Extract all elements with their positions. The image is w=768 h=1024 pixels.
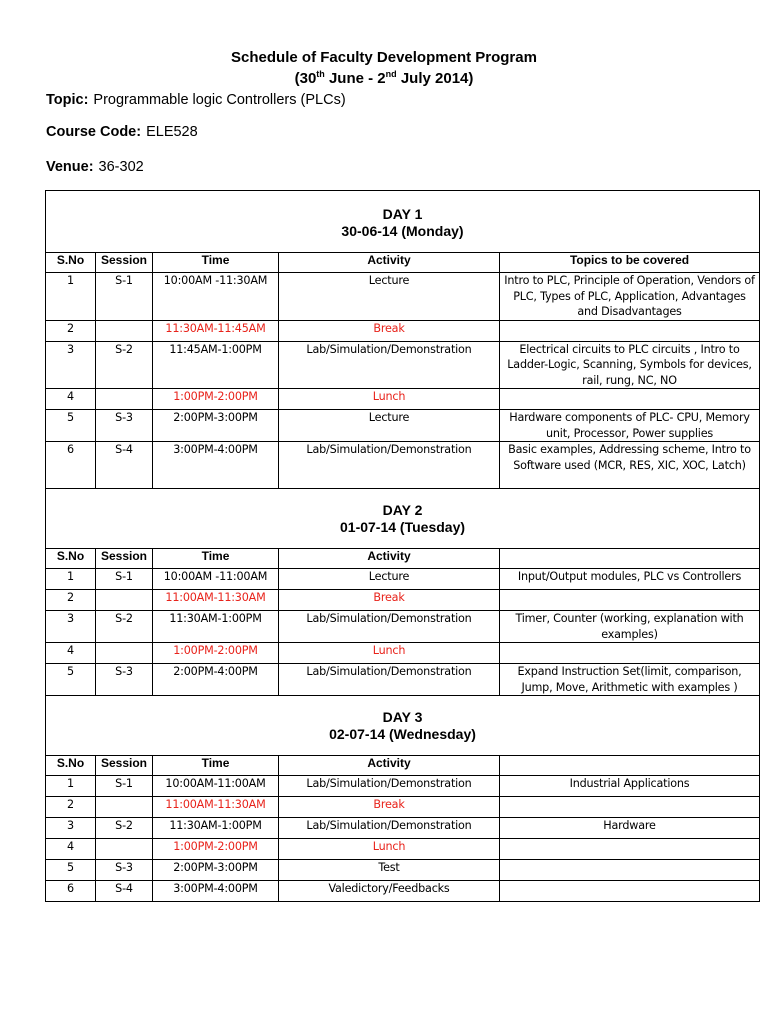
topics-cell	[500, 590, 760, 611]
activity-cell: Break	[279, 797, 500, 818]
time-cell: 3:00PM-4:00PM	[153, 442, 279, 489]
topics-cell: Hardware components of PLC- CPU, Memory unit, Processor, Power supplies	[500, 410, 760, 442]
column-header-row	[46, 549, 760, 569]
table-row	[46, 860, 760, 881]
time-cell: 11:30AM-11:45AM	[153, 320, 279, 341]
sno-cell: 2	[46, 797, 96, 818]
topics-cell: Timer, Counter (working, explanation with examples)	[500, 611, 760, 643]
table-row	[46, 389, 760, 410]
session-cell	[96, 320, 153, 341]
table-row	[46, 839, 760, 860]
topics-cell	[500, 797, 760, 818]
column-header: Topics to be covered	[500, 253, 760, 273]
schedule-table	[45, 190, 760, 902]
time-cell: 11:45AM-1:00PM	[153, 341, 279, 389]
table-row	[46, 410, 760, 442]
time-cell: 2:00PM-3:00PM	[153, 860, 279, 881]
activity-cell: Lecture	[279, 569, 500, 590]
table-row	[46, 442, 760, 489]
table-row	[46, 320, 760, 341]
program-dates	[0, 70, 768, 87]
table-row	[46, 590, 760, 611]
column-header-row	[46, 253, 760, 273]
activity-cell: Valedictory/Feedbacks	[279, 881, 500, 902]
session-cell	[96, 643, 153, 664]
column-header: Activity	[279, 549, 500, 569]
column-header: S.No	[46, 756, 96, 776]
venue-value: 36-302	[98, 159, 144, 175]
topics-cell: Expand Instruction Set(limit, comparison, Jump, Move, Arithmetic with examples )	[500, 664, 760, 696]
session-cell	[96, 797, 153, 818]
column-header: Session	[96, 549, 153, 569]
topic-value: Programmable logic Controllers (PLCs)	[93, 92, 346, 108]
column-header	[500, 549, 760, 569]
column-header: Activity	[279, 756, 500, 776]
topics-cell: Electrical circuits to PLC circuits , Intro to Ladder-Logic, Scanning, Symbols for devices, rail, rung, NC, NO	[500, 341, 760, 389]
day-date: 02-07-14 (Wednesday)	[329, 726, 476, 742]
sno-cell: 2	[46, 590, 96, 611]
activity-cell: Break	[279, 590, 500, 611]
day-header-row	[46, 191, 760, 253]
table-row	[46, 664, 760, 696]
day-date: 30-06-14 (Monday)	[341, 223, 464, 239]
topics-cell: Input/Output modules, PLC vs Controllers	[500, 569, 760, 590]
venue-label: Venue:	[46, 159, 94, 175]
topics-cell	[500, 881, 760, 902]
activity-cell: Break	[279, 320, 500, 341]
time-cell: 10:00AM -11:00AM	[153, 569, 279, 590]
table-row	[46, 776, 760, 797]
table-row	[46, 341, 760, 389]
sno-cell: 4	[46, 389, 96, 410]
session-cell: S-2	[96, 818, 153, 839]
time-cell: 10:00AM-11:00AM	[153, 776, 279, 797]
table-row	[46, 569, 760, 590]
day-date: 01-07-14 (Tuesday)	[340, 519, 466, 535]
topics-cell	[500, 389, 760, 410]
topic-line	[46, 92, 346, 108]
session-cell: S-3	[96, 410, 153, 442]
sno-cell: 5	[46, 860, 96, 881]
topics-cell	[500, 860, 760, 881]
session-cell	[96, 389, 153, 410]
sno-cell: 3	[46, 611, 96, 643]
time-cell: 3:00PM-4:00PM	[153, 881, 279, 902]
dates-open: (30	[294, 70, 317, 87]
day-header-row	[46, 696, 760, 756]
topics-cell: Hardware	[500, 818, 760, 839]
table-row	[46, 643, 760, 664]
column-header: Time	[153, 549, 279, 569]
column-header	[500, 756, 760, 776]
day-label: DAY 1	[382, 206, 423, 222]
sno-cell: 3	[46, 341, 96, 389]
table-row	[46, 797, 760, 818]
column-header: S.No	[46, 253, 96, 273]
day-label: DAY 2	[382, 502, 423, 518]
column-header: Activity	[279, 253, 500, 273]
dates-sup-nd: nd	[385, 69, 397, 79]
session-cell	[96, 839, 153, 860]
topic-label: Topic:	[46, 92, 89, 108]
session-cell: S-2	[96, 341, 153, 389]
time-cell: 11:00AM-11:30AM	[153, 590, 279, 611]
topics-cell	[500, 320, 760, 341]
activity-cell: Lecture	[279, 273, 500, 321]
topics-cell	[500, 643, 760, 664]
column-header: Time	[153, 756, 279, 776]
session-cell	[96, 590, 153, 611]
sno-cell: 3	[46, 818, 96, 839]
topics-cell: Industrial Applications	[500, 776, 760, 797]
activity-cell: Lab/Simulation/Demonstration	[279, 442, 500, 489]
time-cell: 2:00PM-3:00PM	[153, 410, 279, 442]
sno-cell: 2	[46, 320, 96, 341]
sno-cell: 1	[46, 569, 96, 590]
activity-cell: Test	[279, 860, 500, 881]
time-cell: 11:00AM-11:30AM	[153, 797, 279, 818]
dates-mid: June - 2	[324, 70, 386, 87]
table-row	[46, 881, 760, 902]
day-header	[46, 191, 760, 253]
activity-cell: Lunch	[279, 643, 500, 664]
session-cell: S-4	[96, 881, 153, 902]
session-cell: S-3	[96, 664, 153, 696]
column-header: Session	[96, 756, 153, 776]
activity-cell: Lab/Simulation/Demonstration	[279, 818, 500, 839]
activity-cell: Lab/Simulation/Demonstration	[279, 776, 500, 797]
dates-sup-th: th	[316, 69, 325, 79]
time-cell: 2:00PM-4:00PM	[153, 664, 279, 696]
sno-cell: 5	[46, 410, 96, 442]
document-title: Schedule of Faculty Development Program	[231, 49, 537, 66]
day-header-row	[46, 489, 760, 549]
time-cell: 10:00AM -11:30AM	[153, 273, 279, 321]
time-cell: 11:30AM-1:00PM	[153, 611, 279, 643]
course-code-value: ELE528	[146, 124, 198, 140]
session-cell: S-1	[96, 776, 153, 797]
session-cell: S-1	[96, 569, 153, 590]
column-header-row	[46, 756, 760, 776]
activity-cell: Lab/Simulation/Demonstration	[279, 611, 500, 643]
column-header: Time	[153, 253, 279, 273]
time-cell: 1:00PM-2:00PM	[153, 839, 279, 860]
topics-cell: Intro to PLC, Principle of Operation, Vendors of PLC, Types of PLC, Application, Advantages and Disadvantages	[500, 273, 760, 321]
time-cell: 1:00PM-2:00PM	[153, 643, 279, 664]
sno-cell: 4	[46, 643, 96, 664]
course-code-label: Course Code:	[46, 124, 142, 140]
column-header: Session	[96, 253, 153, 273]
table-row	[46, 273, 760, 321]
activity-cell: Lab/Simulation/Demonstration	[279, 341, 500, 389]
venue-line	[46, 159, 144, 175]
time-cell: 11:30AM-1:00PM	[153, 818, 279, 839]
session-cell: S-1	[96, 273, 153, 321]
table-row	[46, 611, 760, 643]
activity-cell: Lab/Simulation/Demonstration	[279, 664, 500, 696]
sno-cell: 1	[46, 776, 96, 797]
course-code-line	[46, 124, 198, 140]
day-header	[46, 489, 760, 549]
column-header: S.No	[46, 549, 96, 569]
sno-cell: 6	[46, 442, 96, 489]
activity-cell: Lunch	[279, 839, 500, 860]
topics-cell	[500, 839, 760, 860]
dates-close: July 2014)	[396, 70, 474, 87]
sno-cell: 1	[46, 273, 96, 321]
activity-cell: Lunch	[279, 389, 500, 410]
session-cell: S-4	[96, 442, 153, 489]
session-cell: S-3	[96, 860, 153, 881]
sno-cell: 6	[46, 881, 96, 902]
topics-cell: Basic examples, Addressing scheme, Intro to Software used (MCR, RES, XIC, XOC, Latch)	[500, 442, 760, 489]
table-row	[46, 818, 760, 839]
day-header	[46, 696, 760, 756]
sno-cell: 4	[46, 839, 96, 860]
activity-cell: Lecture	[279, 410, 500, 442]
sno-cell: 5	[46, 664, 96, 696]
day-label: DAY 3	[382, 709, 423, 725]
time-cell: 1:00PM-2:00PM	[153, 389, 279, 410]
session-cell: S-2	[96, 611, 153, 643]
